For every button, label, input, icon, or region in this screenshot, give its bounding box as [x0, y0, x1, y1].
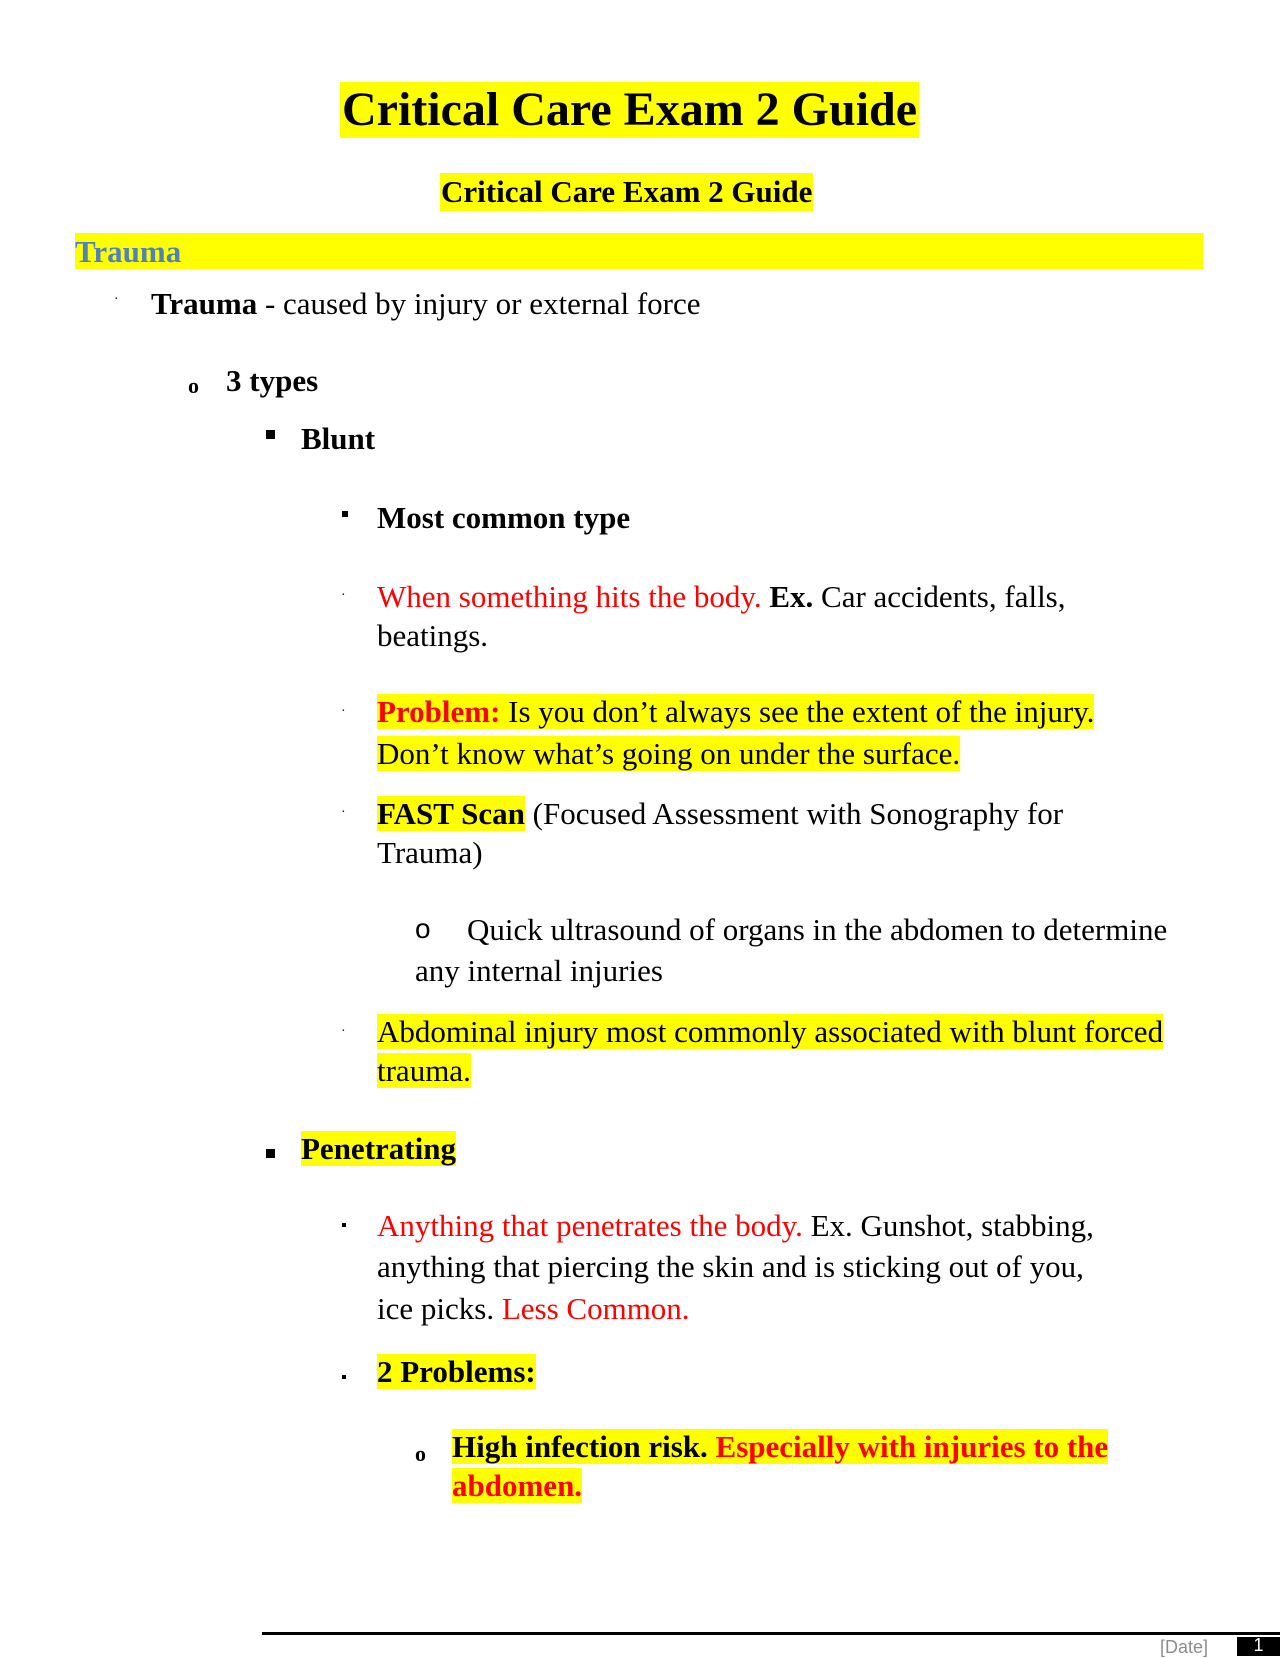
infection-line1 [452, 1427, 1108, 1467]
bullet-dot: · [341, 704, 346, 719]
problem-label: Problem: [377, 694, 501, 729]
fast-text: (Focused Assessment with Sonography for [524, 796, 1064, 831]
problem-text-2a: Don’t know what’s going on under the [377, 736, 863, 771]
penetrating-heading [301, 1129, 456, 1169]
ex-label: Ex. [769, 579, 814, 614]
bullet-dot: · [341, 588, 346, 603]
bullet-small-square [342, 511, 348, 517]
problem-line1 [377, 692, 1094, 732]
bullet-dot: · [114, 292, 119, 307]
types-heading: 3 types [226, 363, 319, 398]
bullet-circle: o [415, 1441, 426, 1466]
two-problems-heading [377, 1352, 536, 1392]
two-problems-text: 2 Problems: [377, 1354, 536, 1389]
bullet-square [266, 430, 275, 439]
bullet-circle: o [188, 373, 199, 398]
blunt-desc-line2: beatings. [377, 618, 489, 653]
pen-red: Anything that penetrates the body. [377, 1208, 803, 1243]
abd-text-2: trauma. [377, 1053, 471, 1088]
page-number: 1 [1237, 1637, 1280, 1656]
fast-line2: Trauma) [377, 835, 483, 870]
bullet-circle: o [415, 913, 431, 944]
infection-line2 [452, 1466, 582, 1506]
penetrating-text: Penetrating [301, 1131, 456, 1166]
page-subtitle: Critical Care Exam 2 Guide [441, 174, 813, 209]
bullet-small-square [342, 1223, 346, 1227]
bullet-square [266, 1149, 275, 1158]
pen-rest: Ex. Gunshot, stabbing, [802, 1208, 1094, 1243]
pen-line3 [377, 1289, 690, 1329]
abd-text-1: Abdominal injury most commonly associated with blunt forced [377, 1014, 1164, 1049]
fast-line1 [377, 794, 1063, 834]
less-common: Less Common. [501, 1291, 690, 1326]
most-common-text: Most common type [377, 500, 631, 535]
problem-text: Is you don’t always see the extent of the injury. [500, 694, 1095, 729]
bullet-dot: · [341, 1024, 346, 1039]
trauma-def-text: - caused by injury or external force [257, 286, 701, 321]
abd-line1 [377, 1012, 1163, 1052]
pen-line1 [377, 1206, 1094, 1246]
footer-date: [Date] [1160, 1637, 1209, 1657]
problem-text-2b: surface. [862, 736, 961, 771]
footer-rule [262, 1632, 1280, 1635]
infection-red-1: Especially with injuries to the [715, 1429, 1109, 1464]
blunt-description [377, 577, 1066, 617]
quick-line2: any internal injuries [415, 953, 663, 988]
infection-text: High infection risk. [452, 1429, 716, 1464]
blunt-desc-rest: Car accidents, falls, [813, 579, 1066, 614]
page-title: Critical Care Exam 2 Guide [342, 83, 918, 136]
trauma-term: Trauma [151, 286, 258, 321]
trauma-definition [151, 284, 700, 324]
section-heading-trauma: Trauma [75, 233, 1203, 269]
problem-line2 [377, 734, 960, 774]
fast-label: FAST Scan [377, 796, 525, 831]
blunt-heading: Blunt [301, 421, 376, 456]
pen-text-3a: ice picks. [377, 1291, 502, 1326]
pen-line2: anything that piercing the skin and is sticking out of you, [377, 1249, 1084, 1284]
bullet-dot: · [341, 805, 346, 820]
infection-red-2: abdomen. [452, 1468, 583, 1503]
bullet-small-square [342, 1375, 346, 1379]
blunt-desc-red: When something hits the body. [377, 579, 762, 614]
quick-line1: Quick ultrasound of organs in the abdomen to determine [467, 912, 1168, 947]
abd-line2 [377, 1051, 471, 1091]
